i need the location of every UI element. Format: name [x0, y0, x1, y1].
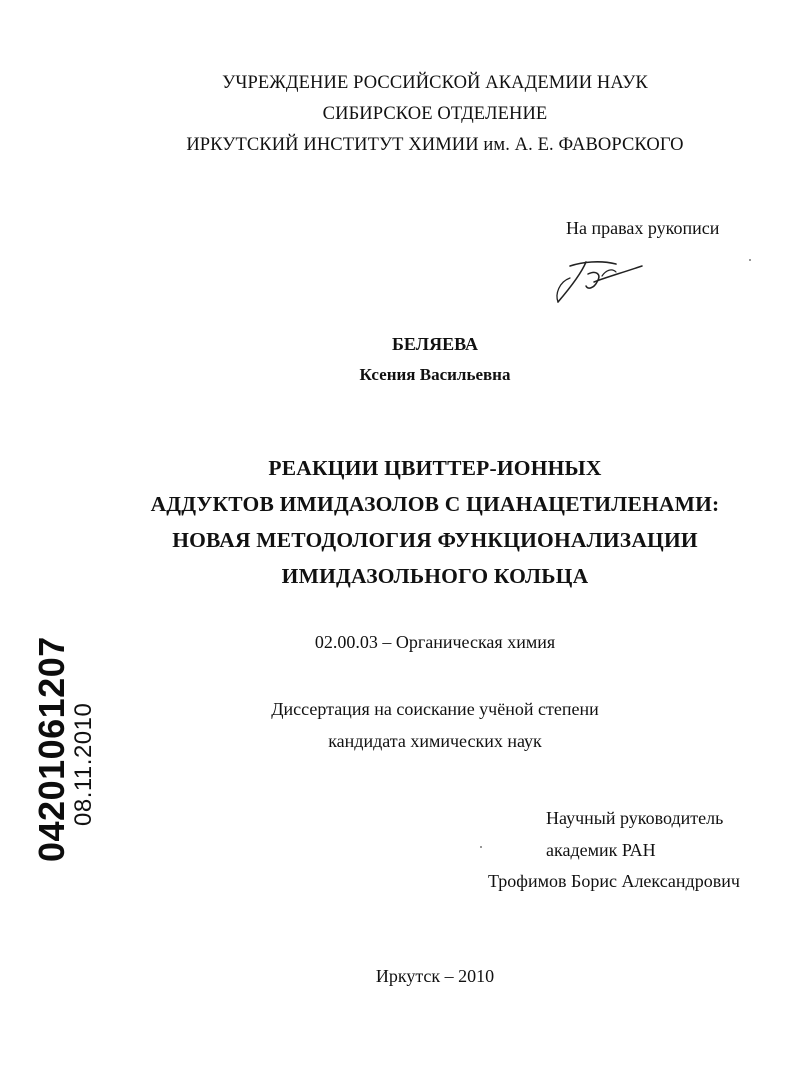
- specialty-code: 02.00.03 – Органическая химия: [314, 632, 556, 652]
- library-stamp-date: 08.11.2010: [70, 702, 97, 826]
- library-stamp-number: 04201061207: [31, 636, 72, 862]
- supervisor-rank: академик РАН: [546, 840, 656, 860]
- author-name: Ксения Васильевна: [359, 365, 511, 384]
- institution-institute: ИРКУТСКИЙ ИНСТИТУТ ХИМИИ им. А. Е. ФАВОРСКОГО: [186, 135, 684, 155]
- degree-line-2: кандидата химических наук: [328, 731, 542, 751]
- scan-speck: [749, 259, 751, 261]
- institution-academy: УЧРЕЖДЕНИЕ РОССИЙСКОЙ АКАДЕМИИ НАУК: [222, 73, 648, 93]
- degree-line-1: Диссертация на соискание учёной степени: [271, 699, 599, 719]
- dissertation-title-line-3: НОВАЯ МЕТОДОЛОГИЯ ФУНКЦИОНАЛИЗАЦИИ: [172, 528, 698, 552]
- rights-note: На правах рукописи: [566, 218, 720, 238]
- dissertation-title-line-1: РЕАКЦИИ ЦВИТТЕР-ИОННЫХ: [268, 456, 602, 480]
- supervisor-role: Научный руководитель: [546, 808, 724, 828]
- institution-branch: СИБИРСКОЕ ОТДЕЛЕНИЕ: [322, 104, 548, 124]
- dissertation-title-line-4: ИМИДАЗОЛЬНОГО КОЛЬЦА: [281, 564, 589, 588]
- scan-speck: [480, 846, 482, 848]
- city-year: Иркутск – 2010: [375, 966, 495, 986]
- author-surname: БЕЛЯЕВА: [392, 334, 478, 354]
- supervisor-name: Трофимов Борис Александрович: [488, 871, 740, 891]
- signature-icon: [550, 252, 650, 312]
- dissertation-title-line-2: АДДУКТОВ ИМИДАЗОЛОВ С ЦИАНАЦЕТИЛЕНАМИ:: [150, 492, 720, 516]
